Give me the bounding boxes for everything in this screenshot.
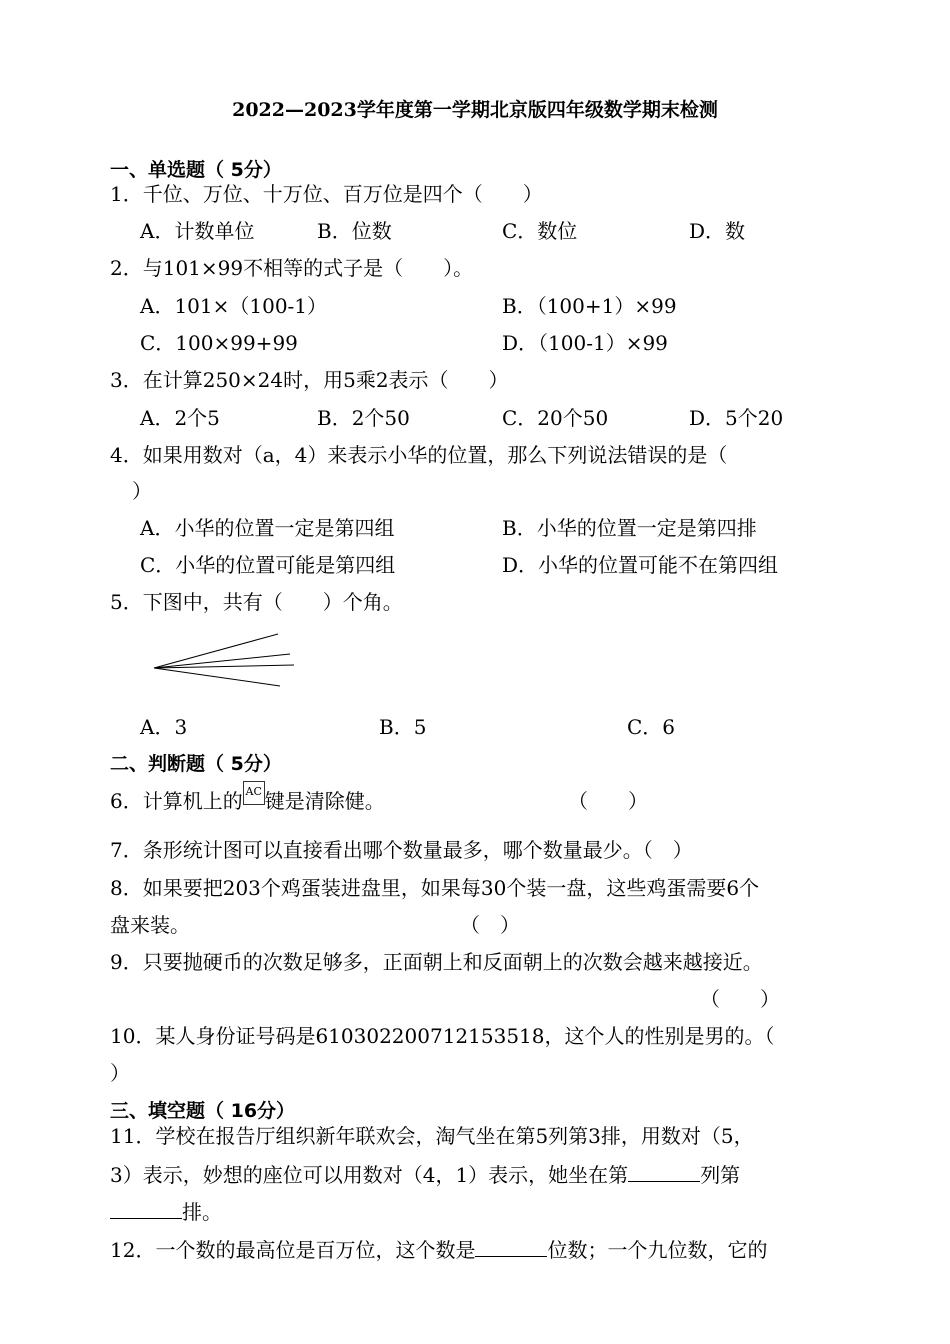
q4-option-c: C．小华的位置可能是第四组 bbox=[140, 553, 396, 577]
q11-line2-part1: 3）表示，妙想的座位可以用数对（4，1）表示，她坐在第 bbox=[110, 1163, 629, 1187]
q3-option-d: D．5个20 bbox=[689, 406, 784, 430]
q6-pre: 6．计算机上的 bbox=[110, 789, 243, 813]
angles-figure bbox=[150, 628, 300, 692]
q8-line1: 8．如果要把203个鸡蛋装进盘里，如果每30个装一盘，这些鸡蛋需要6个 bbox=[110, 876, 760, 900]
q5-option-a: A．3 bbox=[140, 715, 188, 739]
exam-title: 2022—2023学年度第一学期北京版四年级数学期末检测 bbox=[232, 99, 718, 121]
q1-option-c: C．数位 bbox=[502, 219, 578, 243]
angle-ray-4 bbox=[154, 668, 280, 686]
q2-option-d: D．（100-1）×99 bbox=[502, 331, 668, 355]
ac-key-icon: AC bbox=[243, 781, 265, 805]
q11-blank-column[interactable] bbox=[628, 1161, 700, 1182]
q1-option-a: A．计数单位 bbox=[140, 219, 255, 243]
q3-option-c: C．20个50 bbox=[502, 406, 609, 430]
q2-option-a: A．101×（100-1） bbox=[140, 294, 328, 318]
q1-option-d: D．数 bbox=[689, 219, 746, 243]
q11-line2 bbox=[110, 1161, 740, 1187]
q5-option-b: B．5 bbox=[379, 715, 427, 739]
q10-line1: 10．某人身份证号码是610302200712153518，这个人的性别是男的。（ bbox=[110, 1024, 775, 1048]
section-heading-1: 一、单选题（ 5分） bbox=[110, 159, 282, 181]
q6-post: 键是清除健。 bbox=[264, 789, 385, 813]
q4-stem-line1: 4．如果用数对（a，4）来表示小华的位置，那么下列说法错误的是（ bbox=[110, 443, 728, 467]
q4-option-b: B．小华的位置一定是第四排 bbox=[502, 516, 757, 540]
q10-line2: ） bbox=[110, 1061, 130, 1085]
q1-stem: 1．千位、万位、十万位、百万位是四个（ ） bbox=[110, 182, 543, 206]
section-heading-3: 三、填空题（ 16分） bbox=[110, 1100, 296, 1122]
q3-option-a: A．2个5 bbox=[140, 406, 220, 430]
q11-line1: 11．学校在报告厅组织新年联欢会，淘气坐在第5列第3排，用数对（5， bbox=[110, 1124, 754, 1148]
q6-line bbox=[110, 785, 385, 813]
q1-option-b: B．位数 bbox=[317, 219, 392, 243]
q12-part1: 12．一个数的最高位是百万位，这个数是 bbox=[110, 1238, 476, 1262]
section-heading-2: 二、判断题（ 5分） bbox=[110, 753, 282, 775]
q5-stem: 5．下图中，共有（ ）个角。 bbox=[110, 590, 403, 614]
q2-option-c: C．100×99+99 bbox=[140, 331, 298, 355]
q4-option-d: D．小华的位置可能不在第四组 bbox=[502, 553, 779, 577]
q3-option-b: B．2个50 bbox=[317, 406, 410, 430]
q2-stem: 2．与101×99不相等的式子是（ ）。 bbox=[110, 256, 474, 280]
q6-answer-paren: （ ） bbox=[568, 789, 648, 813]
q8-answer-paren: （ ） bbox=[460, 913, 520, 937]
q2-option-b: B．（100+1）×99 bbox=[502, 294, 677, 318]
q9-answer-paren: （ ） bbox=[700, 987, 780, 1011]
q12-blank-digits[interactable] bbox=[475, 1236, 547, 1257]
q8-line2: 盘来装。 bbox=[110, 913, 190, 937]
q4-option-a: A．小华的位置一定是第四组 bbox=[140, 516, 395, 540]
q11-line2-part2: 列第 bbox=[700, 1163, 741, 1187]
q12-line1 bbox=[110, 1236, 767, 1262]
q7-text: 7．条形统计图可以直接看出哪个数量最多，哪个数量最少。（ ） bbox=[110, 838, 693, 862]
q5-option-c: C．6 bbox=[627, 715, 676, 739]
angle-ray-1 bbox=[154, 634, 278, 668]
q4-stem-line2: ） bbox=[132, 479, 152, 503]
q9-line1: 9．只要抛硬币的次数足够多，正面朝上和反面朝上的次数会越来越接近。 bbox=[110, 950, 763, 974]
q3-stem: 3．在计算250×24时，用5乘2表示（ ） bbox=[110, 368, 509, 392]
q12-part2: 位数；一个九位数，它的 bbox=[547, 1238, 768, 1262]
q11-line3-text: 排。 bbox=[182, 1200, 222, 1224]
q11-line3 bbox=[110, 1198, 222, 1224]
q11-blank-row[interactable] bbox=[110, 1198, 182, 1219]
